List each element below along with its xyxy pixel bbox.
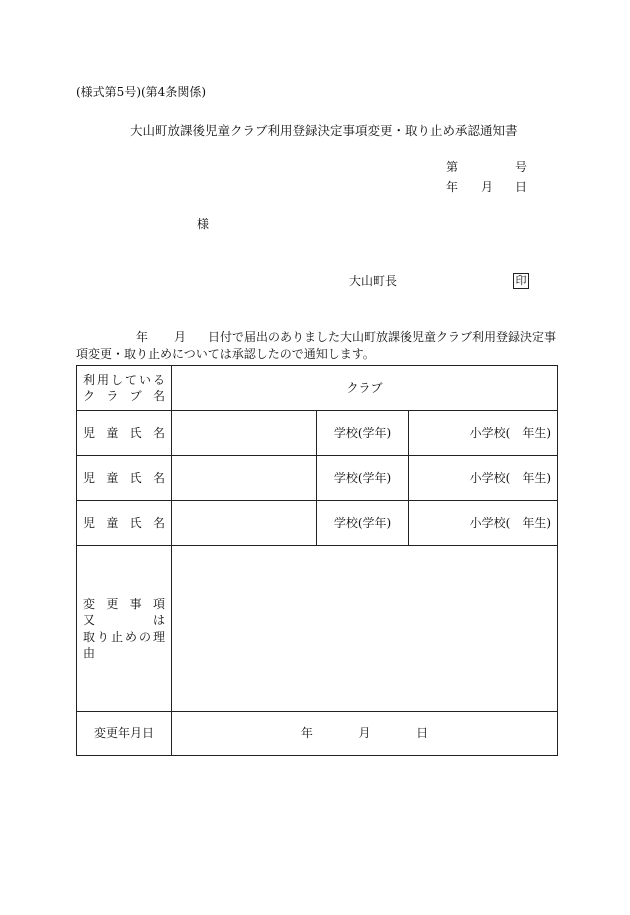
child-label-cell xyxy=(77,411,172,456)
reason-label-wa: は xyxy=(152,613,165,628)
reason-label-line2 xyxy=(83,612,165,628)
grade-cell[interactable] xyxy=(409,501,558,546)
club-value: クラブ xyxy=(346,380,383,395)
reason-value-cell[interactable] xyxy=(172,546,558,712)
body-text-line1: 日付で届出のありました大山町放課後児童クラブ利用登録決定事 xyxy=(208,330,557,344)
body-year: 年 xyxy=(136,330,149,344)
child-row xyxy=(77,456,558,501)
doc-date-month: 月 xyxy=(481,180,494,194)
child-name-cell[interactable] xyxy=(172,456,317,501)
body-month: 月 xyxy=(174,330,187,344)
doc-number-suffix: 号 xyxy=(515,160,528,174)
school-label: 学校(学年) xyxy=(333,515,392,530)
reason-label-line3: 取り止めの理由 xyxy=(83,629,165,660)
issuer-name: 大山町長 xyxy=(349,274,398,288)
school-cell[interactable] xyxy=(317,456,409,501)
child-label-cell xyxy=(77,501,172,546)
child-row xyxy=(77,411,558,456)
doc-number-prefix: 第 xyxy=(446,160,459,174)
school-label: 学校(学年) xyxy=(333,425,392,440)
change-date-year: 年 xyxy=(300,726,313,741)
club-value-cell[interactable] xyxy=(172,366,558,411)
body-text-line2: 項変更・取り止めについては承認したので通知します。 xyxy=(76,347,375,361)
form-reference: (様式第5号)(第4条関係) xyxy=(76,85,206,99)
grade-label: 小学校( 年生) xyxy=(469,470,552,485)
child-name-cell[interactable] xyxy=(172,411,317,456)
grade-label: 小学校( 年生) xyxy=(469,425,552,440)
club-label-line2: クラブ名 xyxy=(83,389,165,403)
grade-cell[interactable] xyxy=(409,411,558,456)
club-label-cell xyxy=(77,366,172,411)
school-cell[interactable] xyxy=(317,411,409,456)
child-label: 児童氏名 xyxy=(83,470,165,485)
change-date-value-cell[interactable] xyxy=(172,712,558,756)
document-title: 大山町放課後児童クラブ利用登録決定事項変更・取り止め承認通知書 xyxy=(130,123,518,138)
reason-row xyxy=(77,546,558,712)
change-date-day: 日 xyxy=(416,726,429,741)
child-label: 児童氏名 xyxy=(83,425,165,440)
child-label-cell xyxy=(77,456,172,501)
club-label-line1: 利用している xyxy=(83,372,165,387)
reason-label-line1: 変更事項 xyxy=(83,597,165,612)
grade-cell[interactable] xyxy=(409,456,558,501)
change-date-label: 変更年月日 xyxy=(93,726,154,741)
reason-label-cell xyxy=(77,546,172,712)
form-table xyxy=(76,365,558,756)
child-label: 児童氏名 xyxy=(83,515,165,530)
grade-label: 小学校( 年生) xyxy=(469,515,552,530)
change-date-month: 月 xyxy=(358,726,371,741)
seal-text: 印 xyxy=(513,273,529,289)
seal-mark xyxy=(513,273,529,289)
change-date-label-cell xyxy=(77,712,172,756)
reason-label-or: 又 xyxy=(83,613,96,628)
addressee-suffix: 様 xyxy=(197,217,210,231)
doc-date-day: 日 xyxy=(515,180,528,194)
school-label: 学校(学年) xyxy=(333,470,392,485)
club-row xyxy=(77,366,558,411)
change-date-row xyxy=(77,712,558,756)
child-name-cell[interactable] xyxy=(172,501,317,546)
doc-date-year: 年 xyxy=(446,180,459,194)
school-cell[interactable] xyxy=(317,501,409,546)
child-row xyxy=(77,501,558,546)
